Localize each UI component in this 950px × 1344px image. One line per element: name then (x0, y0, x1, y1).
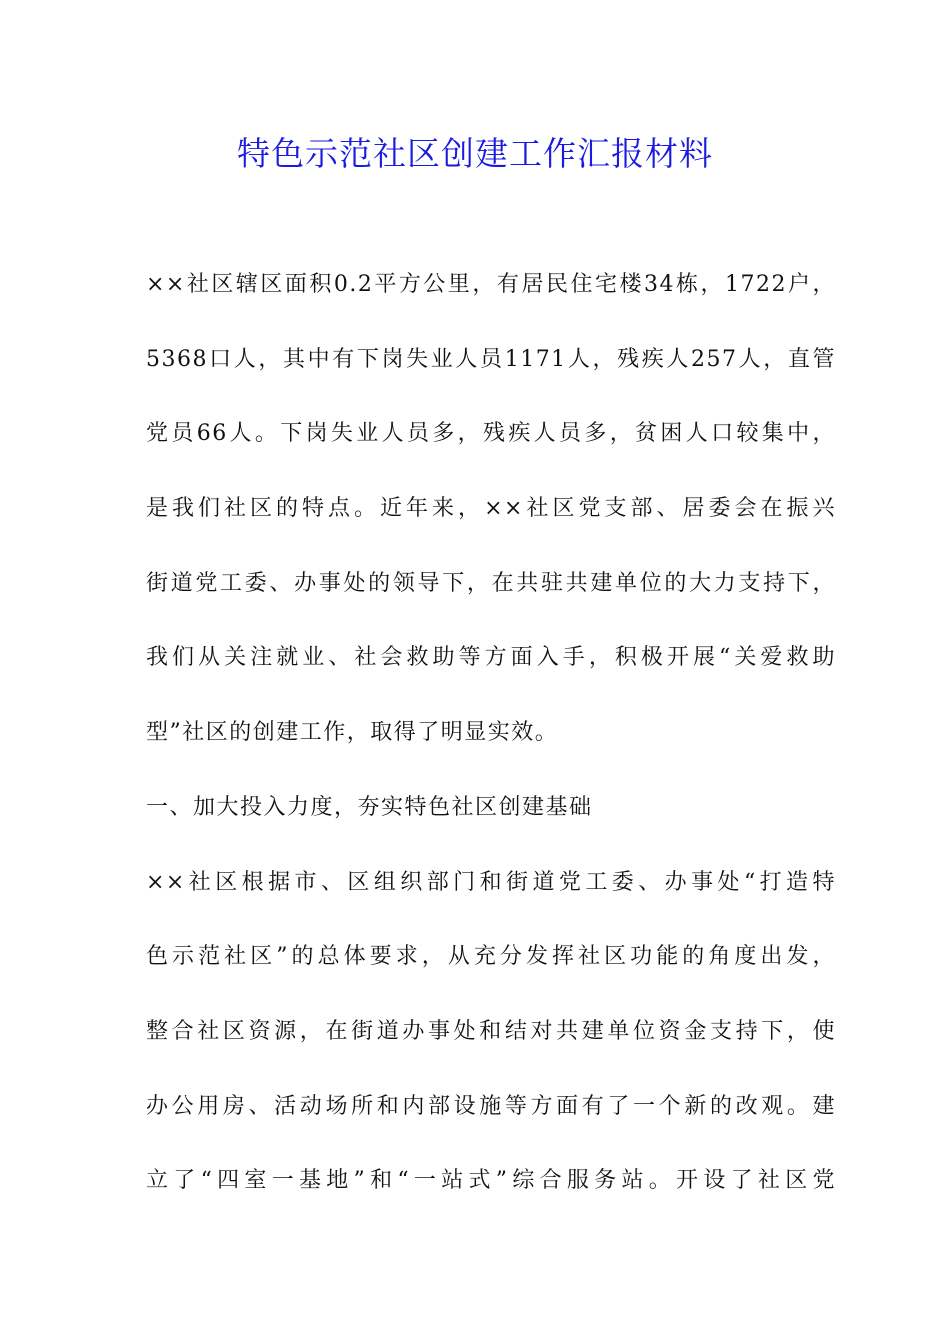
text-line: 型”社区的创建工作，取得了明显实效。 (146, 720, 559, 746)
section-heading: 一、加大投入力度，夯实特色社区创建基础 (146, 794, 593, 820)
text-line: 党员66人。下岗失业人员多，残疾人员多，贫困人口较集中， (146, 421, 836, 447)
text-line: 街道党工委、办事处的领导下，在共驻共建单位的大力支持下， (146, 570, 836, 596)
text-line: 办公用房、活动场所和内部设施等方面有了一个新的改观。建 (146, 1093, 836, 1119)
text-line: ××社区辖区面积0.2平方公里，有居民住宅楼34栋，1722户， (146, 272, 836, 297)
text-line: ××社区根据市、区组织部门和街道党工委、办事处“打造特 (146, 869, 836, 895)
text-line: 立了“四室一基地”和“一站式”综合服务站。开设了社区党 (146, 1168, 836, 1194)
document-body (146, 260, 836, 1231)
text-line: 是我们社区的特点。近年来，××社区党支部、居委会在振兴 (146, 496, 836, 522)
text-line: 我们从关注就业、社会救助等方面入手，积极开展“关爱救助 (146, 645, 836, 671)
text-line: 5368口人，其中有下岗失业人员1171人，残疾人257人，直管 (146, 346, 836, 372)
document-title: 特色示范社区创建工作汇报材料 (237, 134, 713, 173)
text-line: 整合社区资源，在街道办事处和结对共建单位资金支持下，使 (146, 1018, 836, 1044)
text-line: 色示范社区”的总体要求，从充分发挥社区功能的角度出发， (146, 944, 836, 970)
